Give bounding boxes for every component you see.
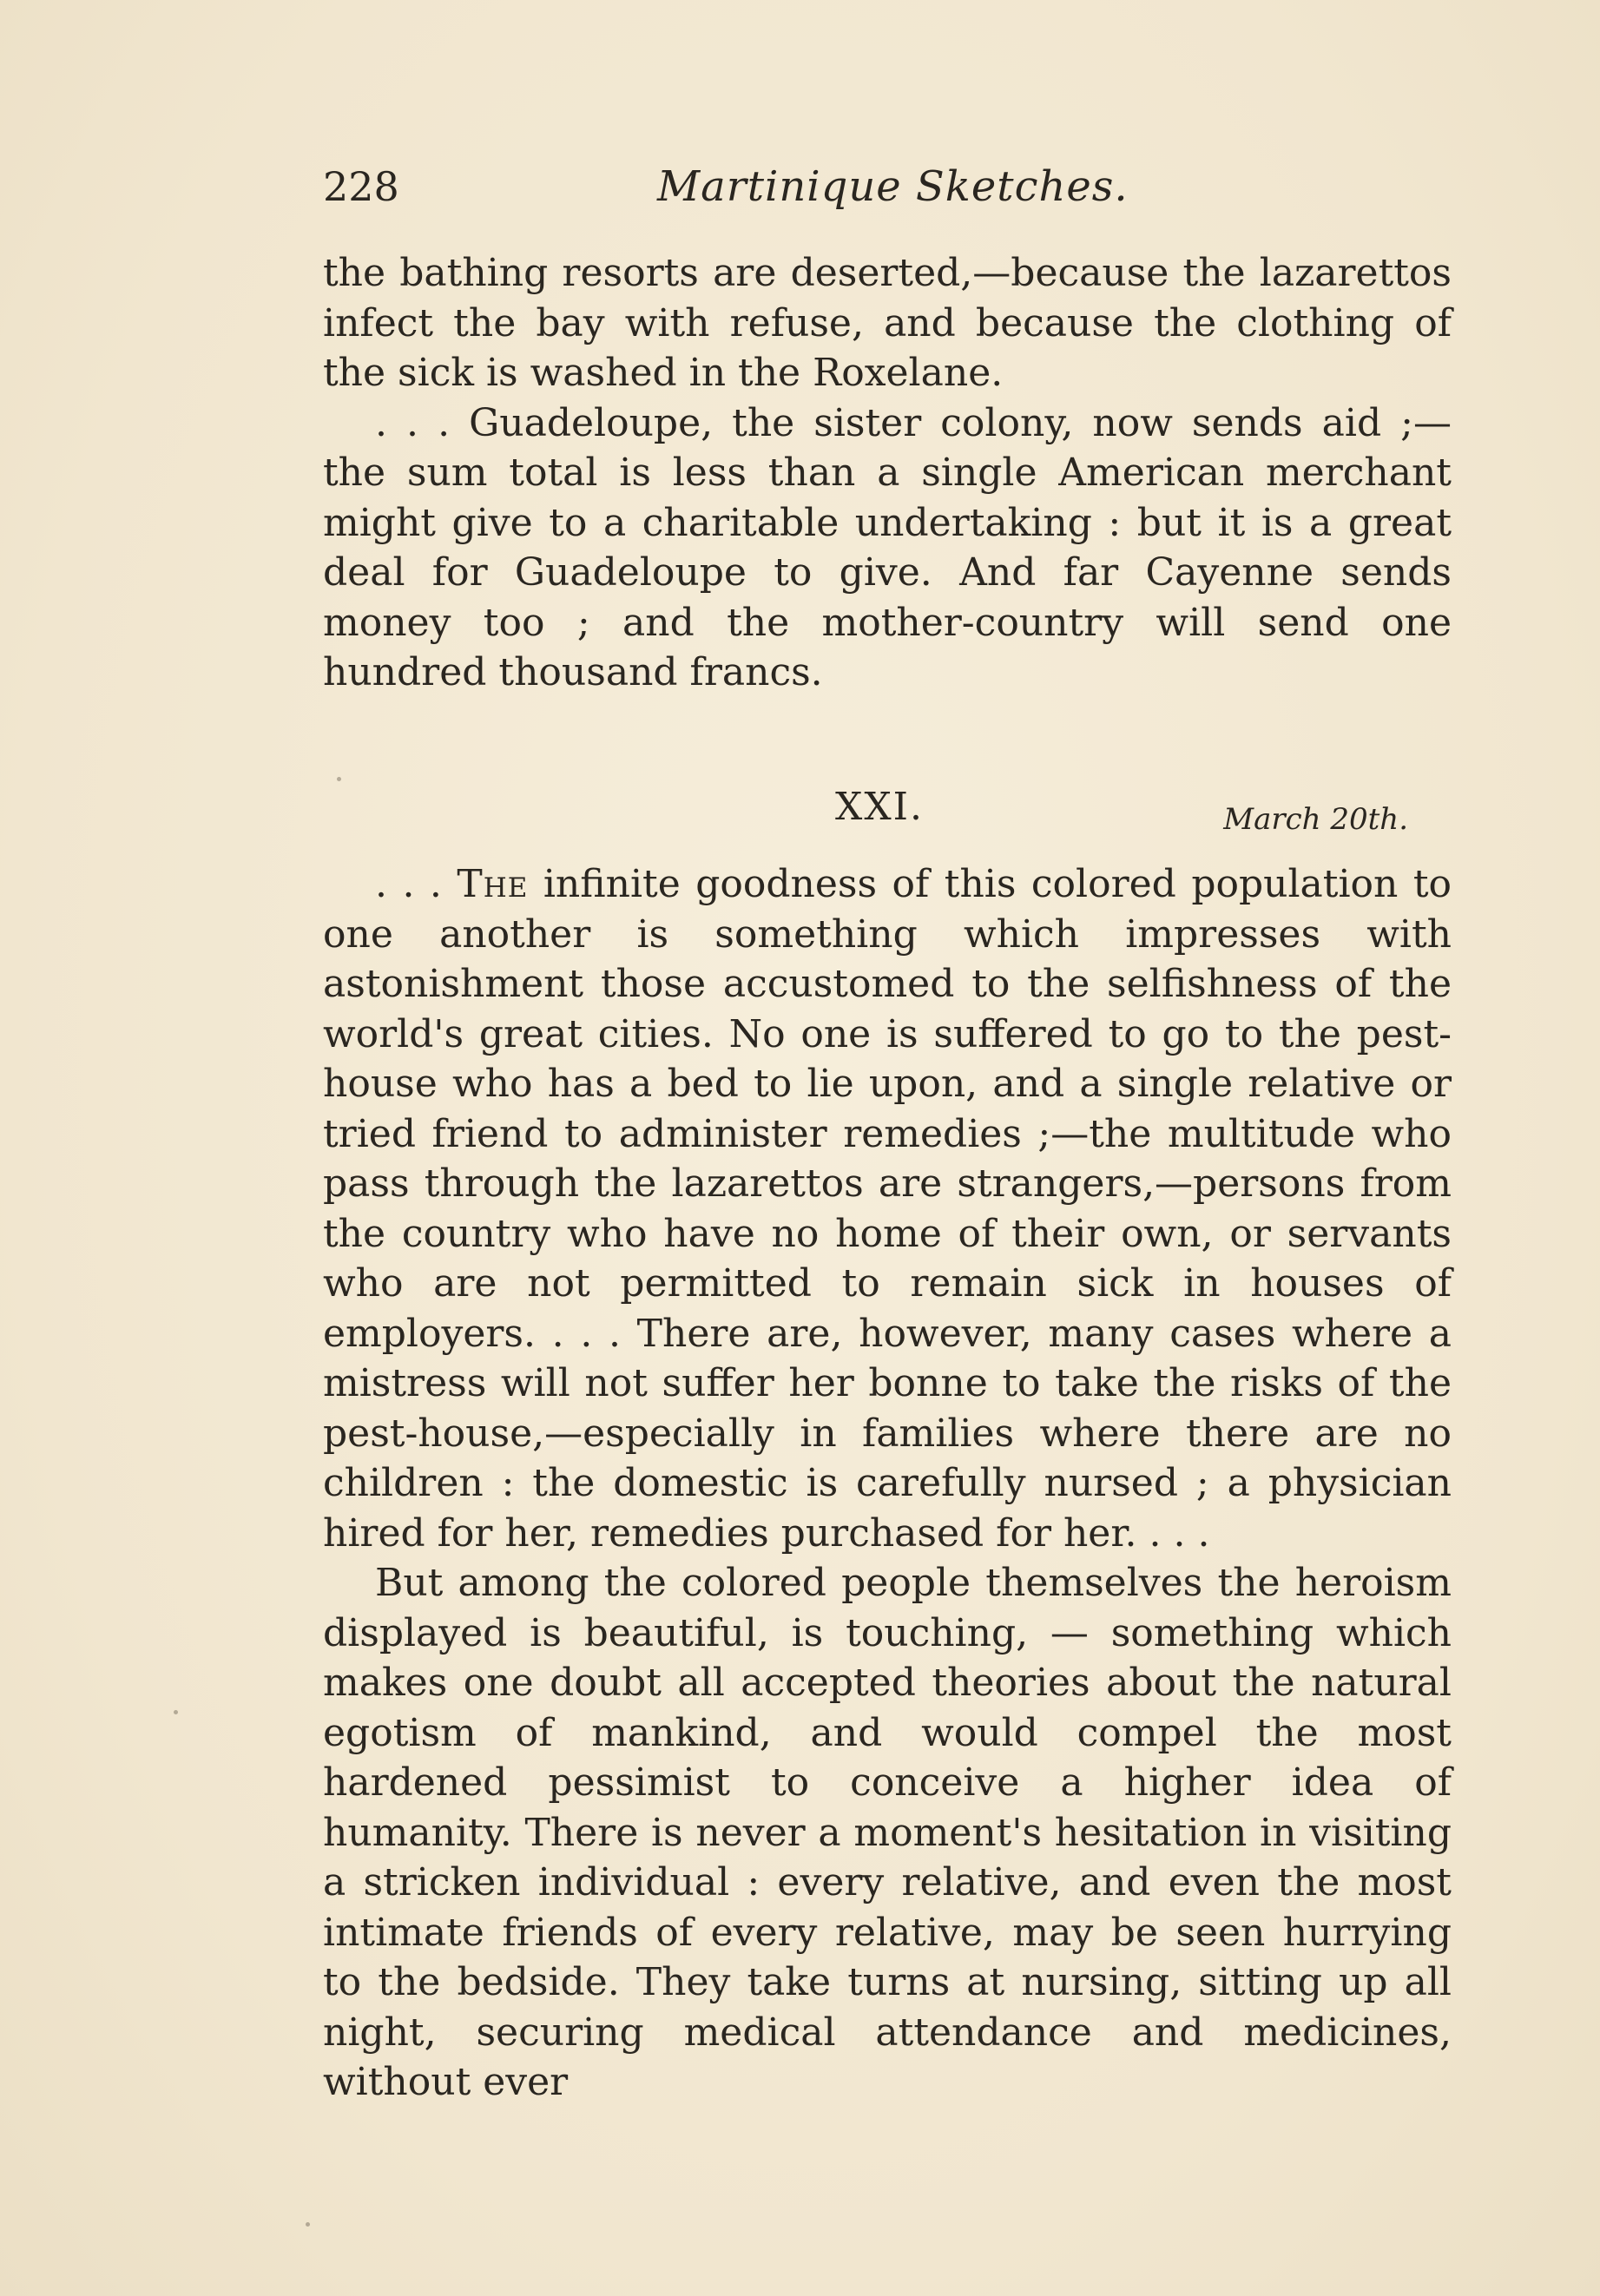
paragraph-infinite-goodness [323,859,1452,1558]
paper-speck [174,1710,178,1714]
paragraph-1-text: infinite goodness of this colored population to one another is something which impresses with astonishment those accustomed to the selfishness of the world's great cities. No one is suffered to go to the pest-house who has a bed to lie upon, and a single relative or tried friend to administer remedies ;—the multitude who pass through the lazarettos are strangers,—persons from the country who have no home of their own, or servants who are not permitted to remain sick in houses of employers. . . . There are, however, many cases where a mistress will not suffer her bonne to take the risks of the pest-house,—especially in families where there are no children : the domestic is carefully nursed ; a physician hired for her, remedies purchased for her. . . . [323,862,1452,1556]
paper-speck [337,777,341,781]
paragraph-continuation: the bathing resorts are deserted,—because the lazarettos infect the bay with refuse, and because the clothing of the sick is washed in the Roxelane. [323,251,1452,395]
continued-text [323,248,1452,698]
section-number: XXI. [835,785,925,829]
section-date: March 20th. [1223,802,1408,837]
paper-speck [306,2222,310,2227]
page-header [323,156,1452,217]
page-number: 228 [323,163,399,210]
running-title: Martinique Sketches. [657,162,1129,211]
section-heading [323,777,1452,838]
paragraph-guadeloupe: . . . Guadeloupe, the sister colony, now sends aid ;— the sum total is less than a single American merchant might give to a charitable undertaking : but it is a great deal for Guadeloupe to give. And far Cayenne sends money too ; and the mother-country will send one hundred thousand francs. [323,400,1452,694]
opening-word: The [457,862,529,906]
paragraph-heroism: But among the colored people themselves the heroism displayed is beautiful, is touching, — something which makes one doubt all accepted theories about the natural egotism of mankind, and would compel the most hardened pessimist to conceive a higher idea of humanity. There is never a moment's hesitation in visiting a stricken individual : every relative, and even the most intimate friends of every relative, may be seen hurrying to the bedside. They take turns at nursing, sitting up all night, securing medical attendance and medicines, without ever [323,1561,1452,2104]
opening-ellipsis: . . . [375,862,458,906]
section-body [323,859,1452,2108]
